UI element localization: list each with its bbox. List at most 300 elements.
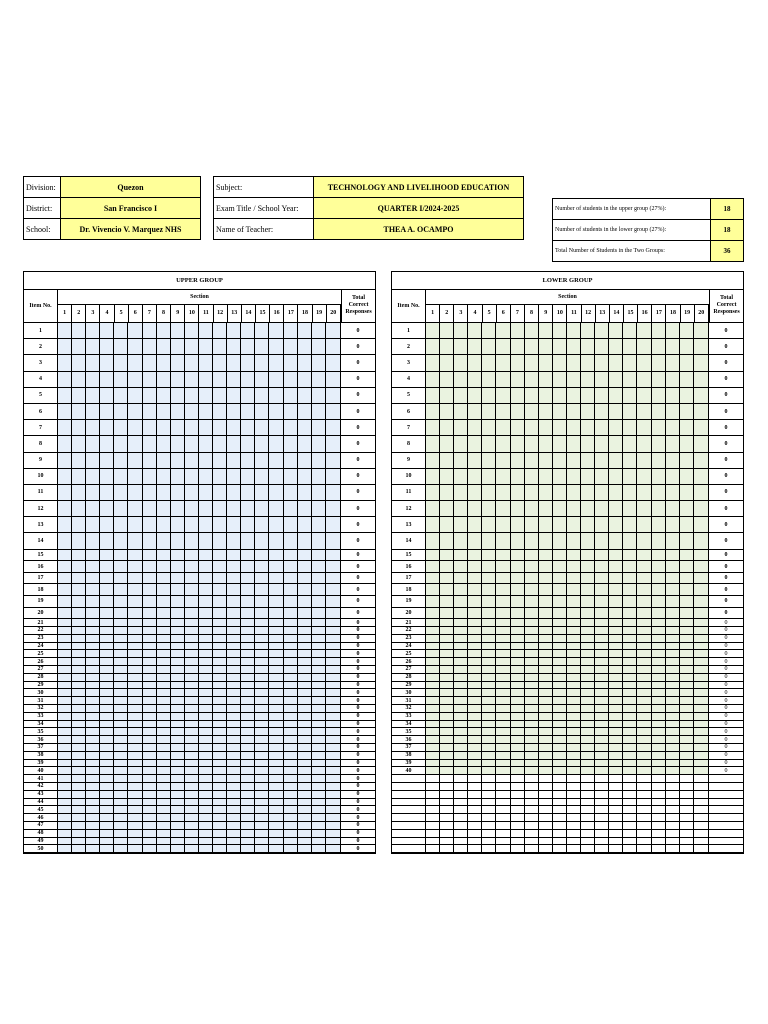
response-cell[interactable] — [623, 501, 637, 516]
response-cell[interactable] — [539, 561, 553, 572]
response-cell[interactable] — [58, 705, 72, 712]
response-cell[interactable] — [213, 573, 227, 584]
response-cell[interactable] — [525, 619, 539, 626]
response-cell[interactable] — [694, 561, 708, 572]
response-cell[interactable] — [241, 760, 255, 767]
response-cell[interactable] — [284, 658, 298, 665]
response-cell[interactable] — [468, 783, 482, 790]
response-cell[interactable] — [171, 627, 185, 634]
response-cell[interactable] — [157, 584, 171, 595]
response-cell[interactable] — [86, 806, 100, 813]
response-cell[interactable] — [143, 573, 157, 584]
response-cell[interactable] — [511, 814, 525, 821]
response-cell[interactable] — [525, 643, 539, 650]
response-cell[interactable] — [623, 469, 637, 484]
response-cell[interactable] — [567, 635, 581, 642]
response-cell[interactable] — [666, 752, 680, 759]
response-cell[interactable] — [128, 627, 142, 634]
response-cell[interactable] — [539, 485, 553, 500]
response-cell[interactable] — [171, 814, 185, 821]
response-cell[interactable] — [269, 760, 283, 767]
response-cell[interactable] — [440, 501, 454, 516]
response-cell[interactable] — [157, 705, 171, 712]
response-cell[interactable] — [72, 760, 86, 767]
response-cell[interactable] — [72, 689, 86, 696]
response-cell[interactable] — [426, 799, 440, 806]
response-cell[interactable] — [694, 783, 708, 790]
response-cell[interactable] — [440, 752, 454, 759]
response-cell[interactable] — [482, 533, 496, 548]
response-cell[interactable] — [426, 355, 440, 370]
response-cell[interactable] — [680, 760, 694, 767]
response-cell[interactable] — [511, 783, 525, 790]
response-cell[interactable] — [213, 420, 227, 435]
response-cell[interactable] — [468, 744, 482, 751]
response-cell[interactable] — [666, 517, 680, 532]
response-cell[interactable] — [171, 689, 185, 696]
response-cell[interactable] — [426, 608, 440, 619]
response-cell[interactable] — [213, 791, 227, 798]
response-cell[interactable] — [440, 533, 454, 548]
response-cell[interactable] — [652, 420, 666, 435]
response-cell[interactable] — [567, 799, 581, 806]
response-cell[interactable] — [652, 436, 666, 451]
response-cell[interactable] — [581, 436, 595, 451]
response-cell[interactable] — [185, 533, 199, 548]
response-cell[interactable] — [185, 666, 199, 673]
response-cell[interactable] — [128, 713, 142, 720]
response-cell[interactable] — [241, 705, 255, 712]
response-cell[interactable] — [637, 728, 651, 735]
response-cell[interactable] — [567, 469, 581, 484]
response-cell[interactable] — [482, 744, 496, 751]
response-cell[interactable] — [185, 561, 199, 572]
response-cell[interactable] — [468, 550, 482, 561]
response-cell[interactable] — [185, 658, 199, 665]
response-cell[interactable] — [241, 339, 255, 354]
response-cell[interactable] — [326, 689, 340, 696]
response-cell[interactable] — [284, 608, 298, 619]
response-cell[interactable] — [482, 705, 496, 712]
response-cell[interactable] — [326, 830, 340, 837]
response-cell[interactable] — [255, 830, 269, 837]
response-cell[interactable] — [227, 596, 241, 607]
response-cell[interactable] — [171, 713, 185, 720]
response-cell[interactable] — [539, 775, 553, 782]
response-cell[interactable] — [637, 388, 651, 403]
response-cell[interactable] — [86, 752, 100, 759]
response-cell[interactable] — [567, 643, 581, 650]
response-cell[interactable] — [623, 736, 637, 743]
response-cell[interactable] — [609, 806, 623, 813]
response-cell[interactable] — [440, 845, 454, 852]
response-cell[interactable] — [213, 355, 227, 370]
response-cell[interactable] — [114, 838, 128, 845]
response-cell[interactable] — [241, 689, 255, 696]
response-cell[interactable] — [496, 573, 510, 584]
response-cell[interactable] — [157, 799, 171, 806]
response-cell[interactable] — [511, 323, 525, 338]
response-cell[interactable] — [539, 721, 553, 728]
response-cell[interactable] — [157, 767, 171, 774]
response-cell[interactable] — [426, 388, 440, 403]
response-cell[interactable] — [128, 697, 142, 704]
response-cell[interactable] — [623, 744, 637, 751]
response-cell[interactable] — [269, 420, 283, 435]
response-cell[interactable] — [694, 501, 708, 516]
response-cell[interactable] — [694, 339, 708, 354]
response-cell[interactable] — [72, 666, 86, 673]
response-cell[interactable] — [567, 728, 581, 735]
response-cell[interactable] — [609, 627, 623, 634]
response-cell[interactable] — [72, 674, 86, 681]
response-cell[interactable] — [114, 713, 128, 720]
response-cell[interactable] — [609, 791, 623, 798]
response-cell[interactable] — [128, 721, 142, 728]
response-cell[interactable] — [199, 517, 213, 532]
response-cell[interactable] — [213, 453, 227, 468]
response-cell[interactable] — [511, 485, 525, 500]
response-cell[interactable] — [511, 608, 525, 619]
response-cell[interactable] — [114, 627, 128, 634]
response-cell[interactable] — [213, 814, 227, 821]
response-cell[interactable] — [539, 845, 553, 852]
response-cell[interactable] — [241, 791, 255, 798]
response-cell[interactable] — [100, 355, 114, 370]
response-cell[interactable] — [199, 806, 213, 813]
response-cell[interactable] — [185, 689, 199, 696]
response-cell[interactable] — [482, 783, 496, 790]
response-cell[interactable] — [86, 783, 100, 790]
response-cell[interactable] — [171, 355, 185, 370]
response-cell[interactable] — [128, 760, 142, 767]
response-cell[interactable] — [595, 517, 609, 532]
response-cell[interactable] — [567, 550, 581, 561]
response-cell[interactable] — [128, 728, 142, 735]
response-cell[interactable] — [609, 845, 623, 852]
response-cell[interactable] — [680, 728, 694, 735]
response-cell[interactable] — [298, 752, 312, 759]
response-cell[interactable] — [553, 420, 567, 435]
response-cell[interactable] — [199, 650, 213, 657]
response-cell[interactable] — [255, 806, 269, 813]
response-cell[interactable] — [694, 584, 708, 595]
response-cell[interactable] — [567, 355, 581, 370]
response-cell[interactable] — [440, 436, 454, 451]
response-cell[interactable] — [539, 573, 553, 584]
response-cell[interactable] — [652, 561, 666, 572]
response-cell[interactable] — [114, 485, 128, 500]
response-cell[interactable] — [680, 806, 694, 813]
response-cell[interactable] — [185, 627, 199, 634]
response-cell[interactable] — [326, 596, 340, 607]
response-cell[interactable] — [553, 760, 567, 767]
response-cell[interactable] — [241, 767, 255, 774]
response-cell[interactable] — [496, 760, 510, 767]
response-cell[interactable] — [143, 469, 157, 484]
response-cell[interactable] — [482, 767, 496, 774]
response-cell[interactable] — [100, 323, 114, 338]
response-cell[interactable] — [86, 501, 100, 516]
response-cell[interactable] — [298, 627, 312, 634]
response-cell[interactable] — [199, 627, 213, 634]
response-cell[interactable] — [58, 323, 72, 338]
response-cell[interactable] — [213, 619, 227, 626]
response-cell[interactable] — [637, 635, 651, 642]
response-cell[interactable] — [58, 388, 72, 403]
response-cell[interactable] — [298, 453, 312, 468]
response-cell[interactable] — [468, 561, 482, 572]
response-cell[interactable] — [525, 767, 539, 774]
response-cell[interactable] — [581, 705, 595, 712]
response-cell[interactable] — [553, 830, 567, 837]
response-cell[interactable] — [58, 697, 72, 704]
school-value[interactable]: Dr. Vivencio V. Marquez NHS — [61, 219, 201, 240]
response-cell[interactable] — [227, 643, 241, 650]
response-cell[interactable] — [284, 689, 298, 696]
response-cell[interactable] — [595, 838, 609, 845]
response-cell[interactable] — [553, 736, 567, 743]
response-cell[interactable] — [680, 420, 694, 435]
response-cell[interactable] — [143, 619, 157, 626]
response-cell[interactable] — [595, 744, 609, 751]
response-cell[interactable] — [72, 355, 86, 370]
response-cell[interactable] — [128, 767, 142, 774]
response-cell[interactable] — [213, 721, 227, 728]
response-cell[interactable] — [553, 388, 567, 403]
response-cell[interactable] — [269, 372, 283, 387]
response-cell[interactable] — [609, 485, 623, 500]
response-cell[interactable] — [539, 705, 553, 712]
response-cell[interactable] — [143, 596, 157, 607]
response-cell[interactable] — [128, 469, 142, 484]
response-cell[interactable] — [58, 517, 72, 532]
response-cell[interactable] — [525, 596, 539, 607]
response-cell[interactable] — [694, 404, 708, 419]
response-cell[interactable] — [567, 650, 581, 657]
response-cell[interactable] — [143, 705, 157, 712]
response-cell[interactable] — [227, 845, 241, 852]
response-cell[interactable] — [426, 806, 440, 813]
response-cell[interactable] — [255, 838, 269, 845]
response-cell[interactable] — [694, 627, 708, 634]
response-cell[interactable] — [539, 550, 553, 561]
response-cell[interactable] — [440, 674, 454, 681]
response-cell[interactable] — [440, 339, 454, 354]
response-cell[interactable] — [171, 697, 185, 704]
response-cell[interactable] — [440, 822, 454, 829]
response-cell[interactable] — [694, 713, 708, 720]
response-cell[interactable] — [269, 845, 283, 852]
response-cell[interactable] — [227, 355, 241, 370]
response-cell[interactable] — [496, 791, 510, 798]
response-cell[interactable] — [637, 713, 651, 720]
response-cell[interactable] — [312, 550, 326, 561]
response-cell[interactable] — [227, 658, 241, 665]
response-cell[interactable] — [637, 372, 651, 387]
response-cell[interactable] — [581, 674, 595, 681]
response-cell[interactable] — [199, 760, 213, 767]
response-cell[interactable] — [58, 666, 72, 673]
response-cell[interactable] — [652, 323, 666, 338]
response-cell[interactable] — [454, 775, 468, 782]
response-cell[interactable] — [652, 728, 666, 735]
response-cell[interactable] — [581, 806, 595, 813]
response-cell[interactable] — [595, 713, 609, 720]
response-cell[interactable] — [454, 627, 468, 634]
response-cell[interactable] — [143, 783, 157, 790]
response-cell[interactable] — [185, 783, 199, 790]
response-cell[interactable] — [652, 643, 666, 650]
response-cell[interactable] — [553, 799, 567, 806]
response-cell[interactable] — [58, 596, 72, 607]
response-cell[interactable] — [269, 728, 283, 735]
response-cell[interactable] — [72, 501, 86, 516]
lower-count-value[interactable]: 18 — [711, 220, 744, 241]
response-cell[interactable] — [440, 689, 454, 696]
response-cell[interactable] — [100, 799, 114, 806]
response-cell[interactable] — [255, 627, 269, 634]
response-cell[interactable] — [482, 339, 496, 354]
response-cell[interactable] — [241, 573, 255, 584]
response-cell[interactable] — [143, 485, 157, 500]
response-cell[interactable] — [539, 627, 553, 634]
response-cell[interactable] — [426, 339, 440, 354]
response-cell[interactable] — [595, 388, 609, 403]
response-cell[interactable] — [114, 689, 128, 696]
response-cell[interactable] — [199, 791, 213, 798]
response-cell[interactable] — [72, 838, 86, 845]
response-cell[interactable] — [595, 697, 609, 704]
response-cell[interactable] — [468, 799, 482, 806]
response-cell[interactable] — [298, 650, 312, 657]
response-cell[interactable] — [128, 501, 142, 516]
response-cell[interactable] — [171, 635, 185, 642]
response-cell[interactable] — [199, 404, 213, 419]
response-cell[interactable] — [269, 830, 283, 837]
response-cell[interactable] — [652, 760, 666, 767]
response-cell[interactable] — [652, 822, 666, 829]
response-cell[interactable] — [652, 775, 666, 782]
response-cell[interactable] — [58, 436, 72, 451]
response-cell[interactable] — [581, 485, 595, 500]
response-cell[interactable] — [326, 635, 340, 642]
response-cell[interactable] — [58, 744, 72, 751]
response-cell[interactable] — [609, 728, 623, 735]
response-cell[interactable] — [595, 682, 609, 689]
response-cell[interactable] — [157, 388, 171, 403]
response-cell[interactable] — [72, 608, 86, 619]
response-cell[interactable] — [255, 469, 269, 484]
response-cell[interactable] — [114, 658, 128, 665]
response-cell[interactable] — [143, 744, 157, 751]
response-cell[interactable] — [525, 323, 539, 338]
response-cell[interactable] — [326, 713, 340, 720]
response-cell[interactable] — [694, 643, 708, 650]
response-cell[interactable] — [511, 436, 525, 451]
response-cell[interactable] — [440, 744, 454, 751]
response-cell[interactable] — [171, 767, 185, 774]
response-cell[interactable] — [511, 619, 525, 626]
response-cell[interactable] — [157, 650, 171, 657]
response-cell[interactable] — [637, 339, 651, 354]
response-cell[interactable] — [567, 608, 581, 619]
response-cell[interactable] — [637, 674, 651, 681]
response-cell[interactable] — [637, 705, 651, 712]
response-cell[interactable] — [694, 838, 708, 845]
response-cell[interactable] — [426, 404, 440, 419]
response-cell[interactable] — [525, 697, 539, 704]
response-cell[interactable] — [426, 561, 440, 572]
response-cell[interactable] — [652, 666, 666, 673]
response-cell[interactable] — [157, 721, 171, 728]
response-cell[interactable] — [609, 608, 623, 619]
response-cell[interactable] — [255, 355, 269, 370]
response-cell[interactable] — [680, 713, 694, 720]
response-cell[interactable] — [171, 420, 185, 435]
response-cell[interactable] — [255, 767, 269, 774]
response-cell[interactable] — [128, 573, 142, 584]
response-cell[interactable] — [496, 372, 510, 387]
response-cell[interactable] — [326, 453, 340, 468]
response-cell[interactable] — [680, 783, 694, 790]
response-cell[interactable] — [114, 608, 128, 619]
response-cell[interactable] — [511, 767, 525, 774]
response-cell[interactable] — [539, 372, 553, 387]
response-cell[interactable] — [680, 721, 694, 728]
response-cell[interactable] — [666, 596, 680, 607]
response-cell[interactable] — [86, 469, 100, 484]
response-cell[interactable] — [595, 728, 609, 735]
response-cell[interactable] — [609, 799, 623, 806]
response-cell[interactable] — [623, 627, 637, 634]
response-cell[interactable] — [100, 674, 114, 681]
response-cell[interactable] — [525, 517, 539, 532]
response-cell[interactable] — [157, 355, 171, 370]
response-cell[interactable] — [72, 806, 86, 813]
response-cell[interactable] — [284, 485, 298, 500]
response-cell[interactable] — [241, 658, 255, 665]
response-cell[interactable] — [269, 501, 283, 516]
response-cell[interactable] — [567, 697, 581, 704]
response-cell[interactable] — [312, 791, 326, 798]
response-cell[interactable] — [609, 388, 623, 403]
response-cell[interactable] — [454, 584, 468, 595]
response-cell[interactable] — [694, 822, 708, 829]
response-cell[interactable] — [312, 323, 326, 338]
response-cell[interactable] — [525, 533, 539, 548]
response-cell[interactable] — [652, 713, 666, 720]
response-cell[interactable] — [157, 339, 171, 354]
response-cell[interactable] — [157, 453, 171, 468]
response-cell[interactable] — [269, 517, 283, 532]
response-cell[interactable] — [72, 533, 86, 548]
response-cell[interactable] — [241, 783, 255, 790]
response-cell[interactable] — [58, 674, 72, 681]
response-cell[interactable] — [185, 822, 199, 829]
response-cell[interactable] — [284, 533, 298, 548]
response-cell[interactable] — [553, 372, 567, 387]
response-cell[interactable] — [468, 643, 482, 650]
response-cell[interactable] — [511, 355, 525, 370]
response-cell[interactable] — [652, 550, 666, 561]
response-cell[interactable] — [255, 584, 269, 595]
response-cell[interactable] — [298, 608, 312, 619]
response-cell[interactable] — [185, 744, 199, 751]
response-cell[interactable] — [199, 596, 213, 607]
response-cell[interactable] — [199, 682, 213, 689]
response-cell[interactable] — [185, 721, 199, 728]
